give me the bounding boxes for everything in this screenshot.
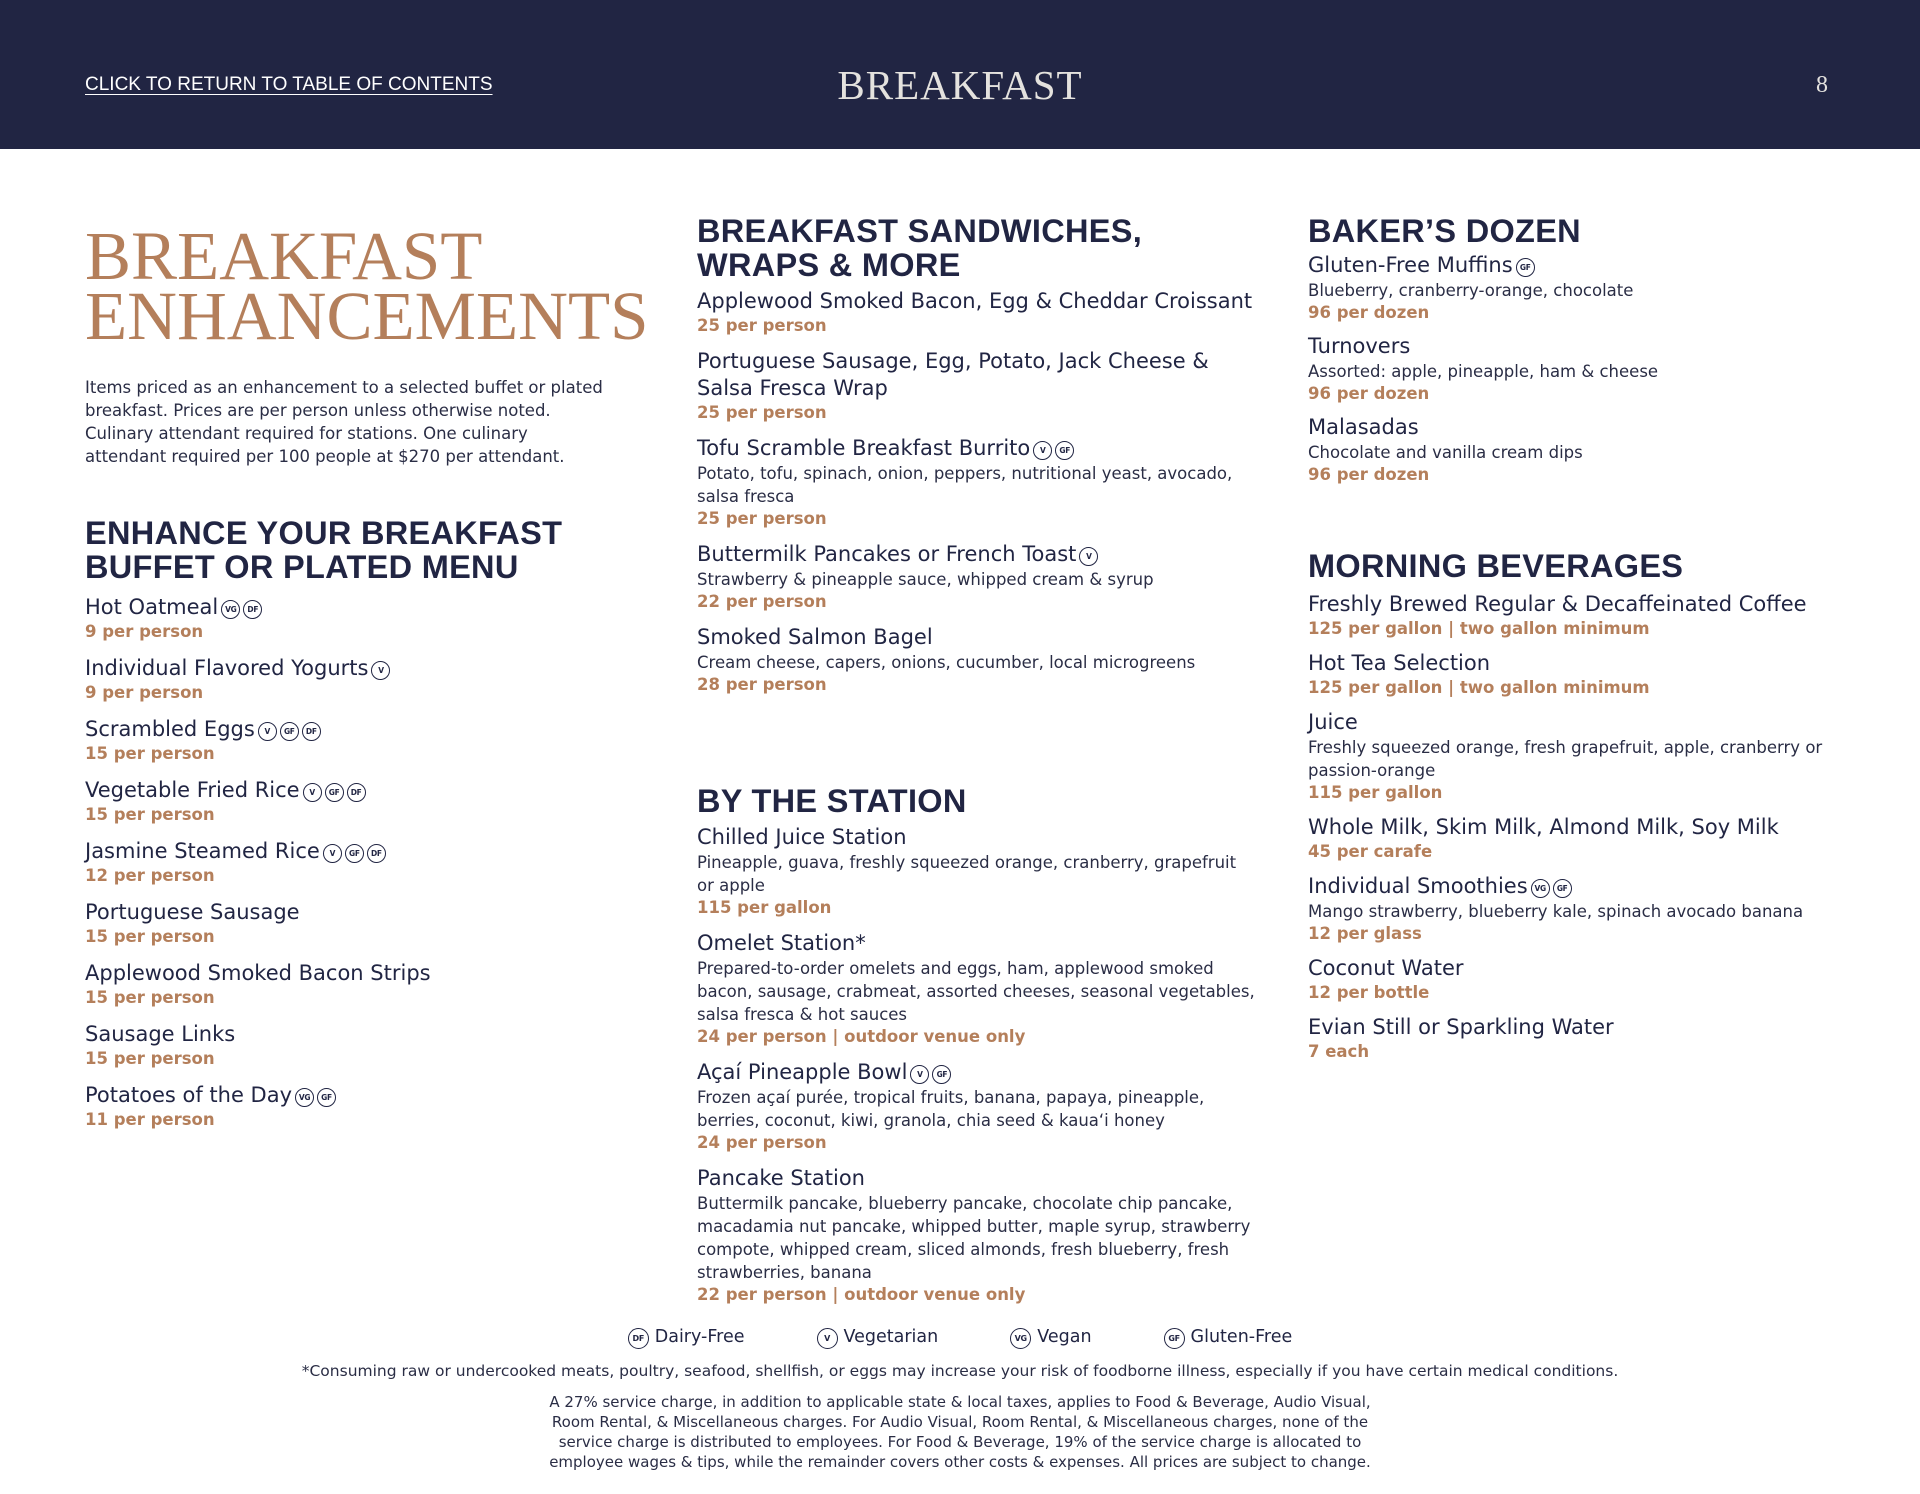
- menu-item-description: Prepared-to-order omelets and eggs, ham, applewood smoked bacon, sausage, crabmeat, assorted cheeses, seasonal vegetables, salsa fresca & hot sauces: [697, 959, 1255, 1024]
- bakers-heading: [1308, 214, 1868, 248]
- menu-item-name-text: Individual Flavored Yogurts: [85, 656, 369, 680]
- dietary-legend: [0, 1327, 1920, 1349]
- station-heading-text: BY THE STATION: [697, 783, 967, 819]
- menu-item-price: 25 per person: [697, 316, 827, 335]
- menu-item-name-text: Juice: [1308, 710, 1358, 734]
- gluten-free-icon: GF: [325, 783, 344, 802]
- vegetarian-icon: V: [1033, 441, 1052, 460]
- sandwiches-heading-line2: WRAPS & MORE: [697, 247, 961, 283]
- menu-item-name-text: Açaí Pineapple Bowl: [697, 1060, 908, 1084]
- menu-item: [1308, 650, 1868, 699]
- menu-item-description: Freshly squeezed orange, fresh grapefruit, apple, cranberry or passion-orange: [1308, 738, 1823, 780]
- page-title-line1: BREAKFAST: [85, 218, 483, 294]
- menu-item-price: 24 per person | outdoor venue only: [697, 1027, 1026, 1046]
- menu-item-name-text: Evian Still or Sparkling Water: [1308, 1015, 1614, 1039]
- menu-item: [1308, 814, 1868, 863]
- menu-item-description: Potato, tofu, spinach, onion, peppers, nutritional yeast, avocado, salsa fresca: [697, 464, 1233, 506]
- menu-item: [1308, 591, 1868, 640]
- foodborne-disclaimer: *Consuming raw or undercooked meats, poultry, seafood, shellfish, or eggs may increase your risk of foodborne illness, especially if you have certain medical conditions.: [301, 1362, 1619, 1380]
- vegan-icon: VG: [221, 600, 240, 619]
- menu-item-name-text: Portuguese Sausage: [85, 900, 300, 924]
- vegetarian-icon: V: [323, 844, 342, 863]
- menu-item-price: 45 per carafe: [1308, 842, 1433, 861]
- menu-item: [697, 435, 1257, 530]
- menu-item-name: [697, 1059, 1257, 1086]
- menu-item-name: [697, 541, 1257, 568]
- menu-item-name-text: Hot Oatmeal: [85, 595, 219, 619]
- menu-item: [697, 541, 1257, 613]
- vegetarian-icon: V: [1079, 547, 1098, 566]
- sandwiches-item-list: [697, 288, 1257, 696]
- legend-entry: [628, 1327, 745, 1349]
- menu-item: [697, 624, 1257, 696]
- menu-item: [85, 594, 625, 643]
- dairy-free-icon: DF: [347, 783, 366, 802]
- menu-item-name: [1308, 709, 1868, 736]
- menu-item-name-text: Pancake Station: [697, 1166, 865, 1190]
- menu-item: [85, 1021, 625, 1070]
- intro-text: Items priced as an enhancement to a selected buffet or plated breakfast. Prices are per person unless otherwise noted. Culinary attendant required for stations. One culinary attendant required per 100 people at $270 per attendant.: [85, 378, 603, 466]
- menu-item-description: Mango strawberry, blueberry kale, spinach avocado banana: [1308, 902, 1804, 921]
- menu-item-name: [1308, 591, 1868, 618]
- menu-item-description: Pineapple, guava, freshly squeezed orange, cranberry, grapefruit or apple: [697, 853, 1237, 895]
- menu-item: [1308, 955, 1868, 1004]
- menu-item: [85, 1082, 625, 1131]
- enhance-heading: [85, 516, 625, 584]
- menu-item-name-text: Jasmine Steamed Rice: [85, 839, 320, 863]
- menu-item: [697, 348, 1257, 424]
- menu-item: [697, 288, 1257, 337]
- beverages-heading-text: MORNING BEVERAGES: [1308, 548, 1684, 584]
- vegetarian-icon: V: [258, 722, 277, 741]
- menu-item: [85, 716, 625, 765]
- menu-item-name: [85, 1082, 625, 1109]
- menu-item-name: [697, 288, 1257, 315]
- menu-item: [697, 1059, 1257, 1154]
- menu-item: [1308, 873, 1868, 945]
- menu-item-price: 125 per gallon | two gallon minimum: [1308, 678, 1650, 697]
- legend-label: Gluten-Free: [1190, 1327, 1293, 1347]
- beverages-item-list: [1308, 591, 1868, 1063]
- menu-item-name: [1308, 650, 1868, 677]
- menu-item-price: 15 per person: [85, 1049, 215, 1068]
- enhance-heading-line2: BUFFET OR PLATED MENU: [85, 549, 519, 585]
- menu-item: [1308, 333, 1868, 405]
- beverages-heading: [1308, 549, 1868, 583]
- bakers-heading-text: BAKER’S DOZEN: [1308, 213, 1581, 249]
- menu-item: [1308, 709, 1868, 804]
- menu-item-name: [85, 716, 625, 743]
- menu-item-name: [1308, 1014, 1868, 1041]
- menu-item-name-text: Buttermilk Pancakes or French Toast: [697, 542, 1077, 566]
- menu-item-name: [697, 435, 1257, 462]
- menu-item-price: 12 per glass: [1308, 924, 1422, 943]
- menu-item-price: 125 per gallon | two gallon minimum: [1308, 619, 1650, 638]
- menu-item-price: 15 per person: [85, 805, 215, 824]
- menu-item-price: 96 per dozen: [1308, 465, 1430, 484]
- menu-item-name: [85, 777, 625, 804]
- menu-item-name: [1308, 414, 1868, 441]
- menu-item-description: Frozen açaí purée, tropical fruits, banana, papaya, pineapple, berries, coconut, kiwi, granola, chia seed & kaua‘i honey: [697, 1088, 1205, 1130]
- menu-item-price: 96 per dozen: [1308, 303, 1430, 322]
- menu-item: [1308, 252, 1868, 324]
- menu-item-name-text: Freshly Brewed Regular & Decaffeinated Coffee: [1308, 592, 1807, 616]
- menu-item-name-text: Smoked Salmon Bagel: [697, 625, 933, 649]
- dairy-free-icon: DF: [367, 844, 386, 863]
- header-bar: [0, 0, 1920, 149]
- menu-item: [1308, 1014, 1868, 1063]
- dairy-free-icon: DF: [243, 600, 262, 619]
- menu-item-name: [697, 824, 1257, 851]
- gluten-free-icon: GF: [932, 1065, 951, 1084]
- legend-label: Dairy-Free: [654, 1327, 745, 1347]
- menu-item-price: 7 each: [1308, 1042, 1370, 1061]
- menu-item-price: 9 per person: [85, 622, 204, 641]
- menu-item-name-text: Hot Tea Selection: [1308, 651, 1491, 675]
- menu-item-name: [85, 655, 625, 682]
- menu-item: [85, 899, 625, 948]
- legend-entry: [1164, 1327, 1293, 1349]
- vegan-icon: VG: [295, 1088, 314, 1107]
- vegetarian-icon: V: [817, 1328, 838, 1349]
- gluten-free-icon: GF: [1164, 1328, 1185, 1349]
- gluten-free-icon: GF: [1055, 441, 1074, 460]
- menu-item-name: [85, 838, 625, 865]
- vegan-icon: VG: [1531, 879, 1550, 898]
- menu-item: [85, 655, 625, 704]
- menu-item-price: 12 per bottle: [1308, 983, 1430, 1002]
- menu-item: [85, 777, 625, 826]
- vegetarian-icon: V: [910, 1065, 929, 1084]
- sandwiches-section: [697, 214, 1257, 696]
- menu-item: [85, 838, 625, 887]
- menu-item: [697, 824, 1257, 919]
- menu-item-price: 22 per person: [697, 592, 827, 611]
- menu-item-name: [85, 1021, 625, 1048]
- menu-item-price: 25 per person: [697, 509, 827, 528]
- menu-item-description: Strawberry & pineapple sauce, whipped cream & syrup: [697, 570, 1154, 589]
- menu-item-name: [85, 594, 625, 621]
- bakers-section: [1308, 214, 1868, 486]
- menu-item-price: 15 per person: [85, 927, 215, 946]
- station-section: [697, 784, 1257, 1306]
- menu-item-name-text: Potatoes of the Day: [85, 1083, 293, 1107]
- menu-item-name: [1308, 252, 1868, 279]
- enhance-section: [85, 516, 625, 1131]
- menu-item-name-text: Chilled Juice Station: [697, 825, 907, 849]
- menu-item-price: 15 per person: [85, 744, 215, 763]
- menu-item-price: 115 per gallon: [1308, 783, 1443, 802]
- header-title: BREAKFAST: [837, 62, 1083, 108]
- legend-entry: [1010, 1327, 1091, 1349]
- sandwiches-heading: [697, 214, 1257, 282]
- menu-item-name-text: Gluten-Free Muffins: [1308, 253, 1513, 277]
- enhance-heading-line1: ENHANCE YOUR BREAKFAST: [85, 515, 563, 551]
- gluten-free-icon: GF: [1516, 258, 1535, 277]
- station-heading: [697, 784, 1257, 818]
- menu-item-price: 115 per gallon: [697, 898, 832, 917]
- legend-entry: [817, 1327, 939, 1349]
- menu-item-description: Buttermilk pancake, blueberry pancake, chocolate chip pancake, macadamia nut pancake, whipped butter, maple syrup, strawberry compote, whipped cream, sliced almonds, fresh blueberry, fresh strawberries, banana: [697, 1194, 1251, 1282]
- menu-item-name-text: Turnovers: [1308, 334, 1411, 358]
- menu-item-name-text: Vegetable Fried Rice: [85, 778, 300, 802]
- menu-item-name-text: Portuguese Sausage, Egg, Potato, Jack Cheese & Salsa Fresca Wrap: [697, 349, 1209, 400]
- menu-item-name-text: Scrambled Eggs: [85, 717, 255, 741]
- menu-item-name: [697, 1165, 1257, 1192]
- bakers-item-list: [1308, 252, 1868, 486]
- menu-item: [1308, 414, 1868, 486]
- station-item-list: [697, 824, 1257, 1306]
- menu-item-name-text: Coconut Water: [1308, 956, 1464, 980]
- menu-item-name: [1308, 873, 1868, 900]
- menu-item-name: [85, 899, 625, 926]
- menu-item-price: 22 per person | outdoor venue only: [697, 1285, 1026, 1304]
- gluten-free-icon: GF: [1553, 879, 1572, 898]
- menu-item-name-text: Omelet Station*: [697, 931, 866, 955]
- menu-item-name: [697, 624, 1257, 651]
- page-title: [85, 218, 649, 354]
- menu-item-description: Chocolate and vanilla cream dips: [1308, 443, 1583, 462]
- menu-item-name: [697, 930, 1257, 957]
- menu-item-name-text: Tofu Scramble Breakfast Burrito: [697, 436, 1031, 460]
- menu-item-price: 96 per dozen: [1308, 384, 1430, 403]
- legend-label: Vegan: [1037, 1327, 1092, 1347]
- menu-item-name-text: Whole Milk, Skim Milk, Almond Milk, Soy Milk: [1308, 815, 1779, 839]
- legend-label: Vegetarian: [843, 1327, 939, 1347]
- menu-item-price: 12 per person: [85, 866, 215, 885]
- service-charge-note: A 27% service charge, in addition to applicable state & local taxes, applies to Food & Beverage, Audio Visual, Room Rental, & Miscellaneous charges. For Audio Visual, Room Rental, & Miscellaneous charges, none of the service charge is distributed to employees. For Food & Beverage, 19% of the service charge is allocated to employee wages & tips, while the remainder covers other costs & expenses. All prices are subject to change.: [549, 1393, 1371, 1471]
- menu-item-price: 28 per person: [697, 675, 827, 694]
- menu-item-price: 25 per person: [697, 403, 827, 422]
- gluten-free-icon: GF: [345, 844, 364, 863]
- gluten-free-icon: GF: [280, 722, 299, 741]
- enhance-item-list: [85, 594, 625, 1131]
- menu-item: [697, 1165, 1257, 1306]
- vegetarian-icon: V: [303, 783, 322, 802]
- menu-item-name-text: Applewood Smoked Bacon Strips: [85, 961, 431, 985]
- menu-item-name-text: Sausage Links: [85, 1022, 236, 1046]
- dairy-free-icon: DF: [628, 1328, 649, 1349]
- menu-item-description: Assorted: apple, pineapple, ham & cheese: [1308, 362, 1659, 381]
- menu-item-name-text: Individual Smoothies: [1308, 874, 1528, 898]
- menu-item: [85, 960, 625, 1009]
- page-title-line2: ENHANCEMENTS: [85, 278, 649, 354]
- gluten-free-icon: GF: [317, 1088, 336, 1107]
- menu-item-name: [1308, 333, 1868, 360]
- menu-item-price: 15 per person: [85, 988, 215, 1007]
- menu-item-name: [1308, 814, 1868, 841]
- menu-item-price: 24 per person: [697, 1133, 827, 1152]
- page-number: 8: [1816, 72, 1828, 98]
- sandwiches-heading-line1: BREAKFAST SANDWICHES,: [697, 213, 1143, 249]
- menu-item-name: [85, 960, 625, 987]
- menu-item-price: 11 per person: [85, 1110, 215, 1129]
- vegetarian-icon: V: [371, 661, 390, 680]
- menu-item-price: 9 per person: [85, 683, 204, 702]
- return-to-toc-link[interactable]: CLICK TO RETURN TO TABLE OF CONTENTS: [85, 74, 493, 95]
- menu-item: [697, 930, 1257, 1048]
- menu-item-name: [697, 348, 1257, 402]
- menu-item-description: Cream cheese, capers, onions, cucumber, local microgreens: [697, 653, 1196, 672]
- menu-item-name-text: Malasadas: [1308, 415, 1419, 439]
- menu-item-description: Blueberry, cranberry-orange, chocolate: [1308, 281, 1634, 300]
- vegan-icon: VG: [1010, 1328, 1031, 1349]
- dairy-free-icon: DF: [302, 722, 321, 741]
- beverages-section: [1308, 549, 1868, 1063]
- menu-item-name: [1308, 955, 1868, 982]
- menu-item-name-text: Applewood Smoked Bacon, Egg & Cheddar Croissant: [697, 289, 1253, 313]
